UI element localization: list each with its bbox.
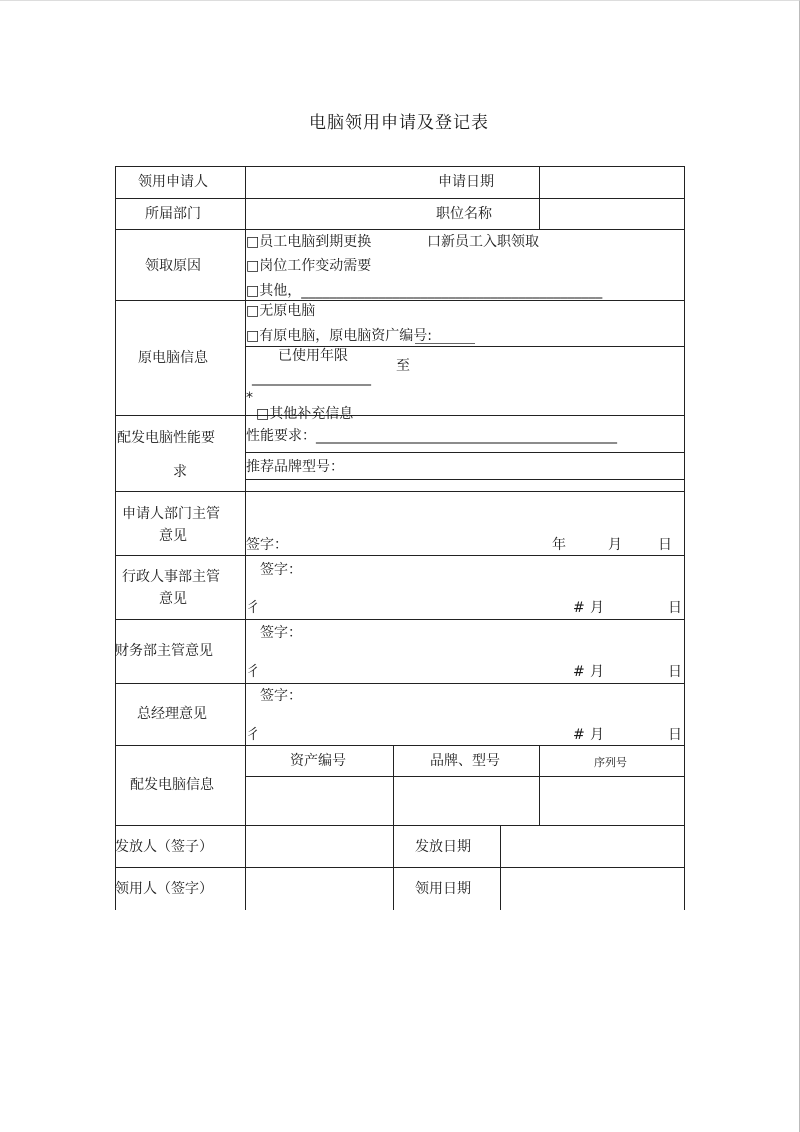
row-line bbox=[115, 867, 685, 868]
admin-head-hash: # bbox=[573, 600, 585, 616]
date-column-divider bbox=[539, 166, 540, 229]
perf-label-line2: 求 bbox=[173, 464, 187, 480]
serial-column-divider bbox=[539, 745, 540, 825]
row-line bbox=[115, 745, 685, 746]
admin-head-day: 日 bbox=[668, 600, 682, 616]
brand-model-header: 品牌、型号 bbox=[430, 753, 500, 769]
position-label: 职位名称 bbox=[436, 206, 492, 222]
row-line bbox=[115, 415, 685, 416]
dept-head-label-line2: 意见 bbox=[159, 528, 187, 544]
asset-number-header: 资产编号 bbox=[290, 753, 346, 769]
row-line bbox=[115, 491, 685, 492]
row-line bbox=[115, 683, 685, 684]
finance-head-day: 日 bbox=[668, 664, 682, 680]
perf-label-line1: 配发电脑性能要 bbox=[117, 430, 215, 446]
finance-head-hash: # bbox=[573, 664, 585, 680]
reason-option-new-employee[interactable]: 口新员工入职领取 bbox=[427, 234, 539, 250]
reason-option-renewal[interactable]: □员工电脑到期更换 bbox=[246, 234, 372, 250]
gm-month: 月 bbox=[590, 727, 604, 743]
perf-requirement-field[interactable]: 性能要求：___________________________________________ bbox=[246, 428, 617, 444]
gm-day: 日 bbox=[668, 727, 682, 743]
issue-date-divider bbox=[500, 825, 501, 910]
gm-sign[interactable]: 签字： bbox=[260, 688, 302, 704]
old-pc-option-none[interactable]: □无原电脑 bbox=[246, 303, 316, 319]
row-line bbox=[115, 300, 685, 301]
years-used-label: 已使用年限 bbox=[278, 348, 348, 364]
years-used-blank[interactable]: _________________ bbox=[252, 370, 371, 386]
table-right-border bbox=[684, 166, 685, 910]
row-line bbox=[115, 229, 685, 230]
applicant-label: 领用申请人 bbox=[138, 174, 208, 190]
inner-row-line bbox=[245, 452, 685, 453]
table-left-border bbox=[115, 166, 116, 910]
row-line bbox=[115, 198, 685, 199]
issuer-label: 发放人（签子） bbox=[115, 839, 213, 855]
old-pc-clipped-text: □其他补充信息 bbox=[256, 406, 354, 422]
old-pc-label: 原电脑信息 bbox=[138, 350, 208, 366]
inner-row-line bbox=[245, 776, 685, 777]
old-pc-star: * bbox=[246, 390, 253, 406]
row-line bbox=[115, 619, 685, 620]
dept-head-day: 日 bbox=[658, 537, 672, 553]
apply-date-label: 申请日期 bbox=[438, 174, 494, 190]
inner-row-line bbox=[245, 479, 685, 480]
receiver-label: 领用人（签字） bbox=[115, 881, 213, 897]
gm-label: 总经理意见 bbox=[137, 706, 207, 722]
inner-row-line bbox=[245, 346, 685, 347]
issue-date-label: 发放日期 bbox=[415, 839, 471, 855]
clipped-line bbox=[246, 406, 684, 422]
row-line bbox=[115, 166, 685, 167]
finance-head-month: 月 bbox=[590, 664, 604, 680]
reason-option-other[interactable]: □其他，___________________________________________ bbox=[246, 283, 603, 299]
issue-column-divider bbox=[393, 745, 394, 910]
issued-pc-label: 配发电脑信息 bbox=[130, 777, 214, 793]
row-line bbox=[115, 555, 685, 556]
department-label: 所届部门 bbox=[145, 206, 201, 222]
admin-head-month: 月 bbox=[590, 600, 604, 616]
dept-head-sign[interactable]: 签字： bbox=[246, 537, 288, 553]
reason-label: 领取原因 bbox=[145, 258, 201, 274]
reason-option-job-change[interactable]: □岗位工作变动需要 bbox=[246, 258, 372, 274]
row-line bbox=[115, 825, 685, 826]
old-pc-option-has[interactable]: □有原电脑，原电脑资广编号: bbox=[246, 328, 432, 344]
finance-head-label: 财务部主管意见 bbox=[115, 643, 213, 659]
dept-head-year: 年 bbox=[552, 537, 566, 553]
gm-year: 彳 bbox=[246, 727, 260, 743]
dept-head-label-line1: 申请人部门主管 bbox=[122, 506, 220, 522]
brand-model-field[interactable]: 推荐品牌型号： bbox=[246, 459, 344, 475]
serial-number-header: 序列号 bbox=[594, 756, 627, 769]
admin-head-label-line2: 意见 bbox=[159, 591, 187, 607]
admin-head-year: 彳 bbox=[246, 600, 260, 616]
dept-head-month: 月 bbox=[608, 537, 622, 553]
page-title: 电脑领用申请及登记表 bbox=[309, 113, 489, 133]
finance-head-sign[interactable]: 签字： bbox=[260, 625, 302, 641]
receive-date-label: 领用日期 bbox=[415, 881, 471, 897]
admin-head-sign[interactable]: 签字： bbox=[260, 562, 302, 578]
finance-head-year: 彳 bbox=[246, 664, 260, 680]
admin-head-label-line1: 行政人事部主管 bbox=[122, 569, 220, 585]
gm-hash: # bbox=[573, 727, 585, 743]
years-to-label: 至 bbox=[396, 358, 410, 374]
